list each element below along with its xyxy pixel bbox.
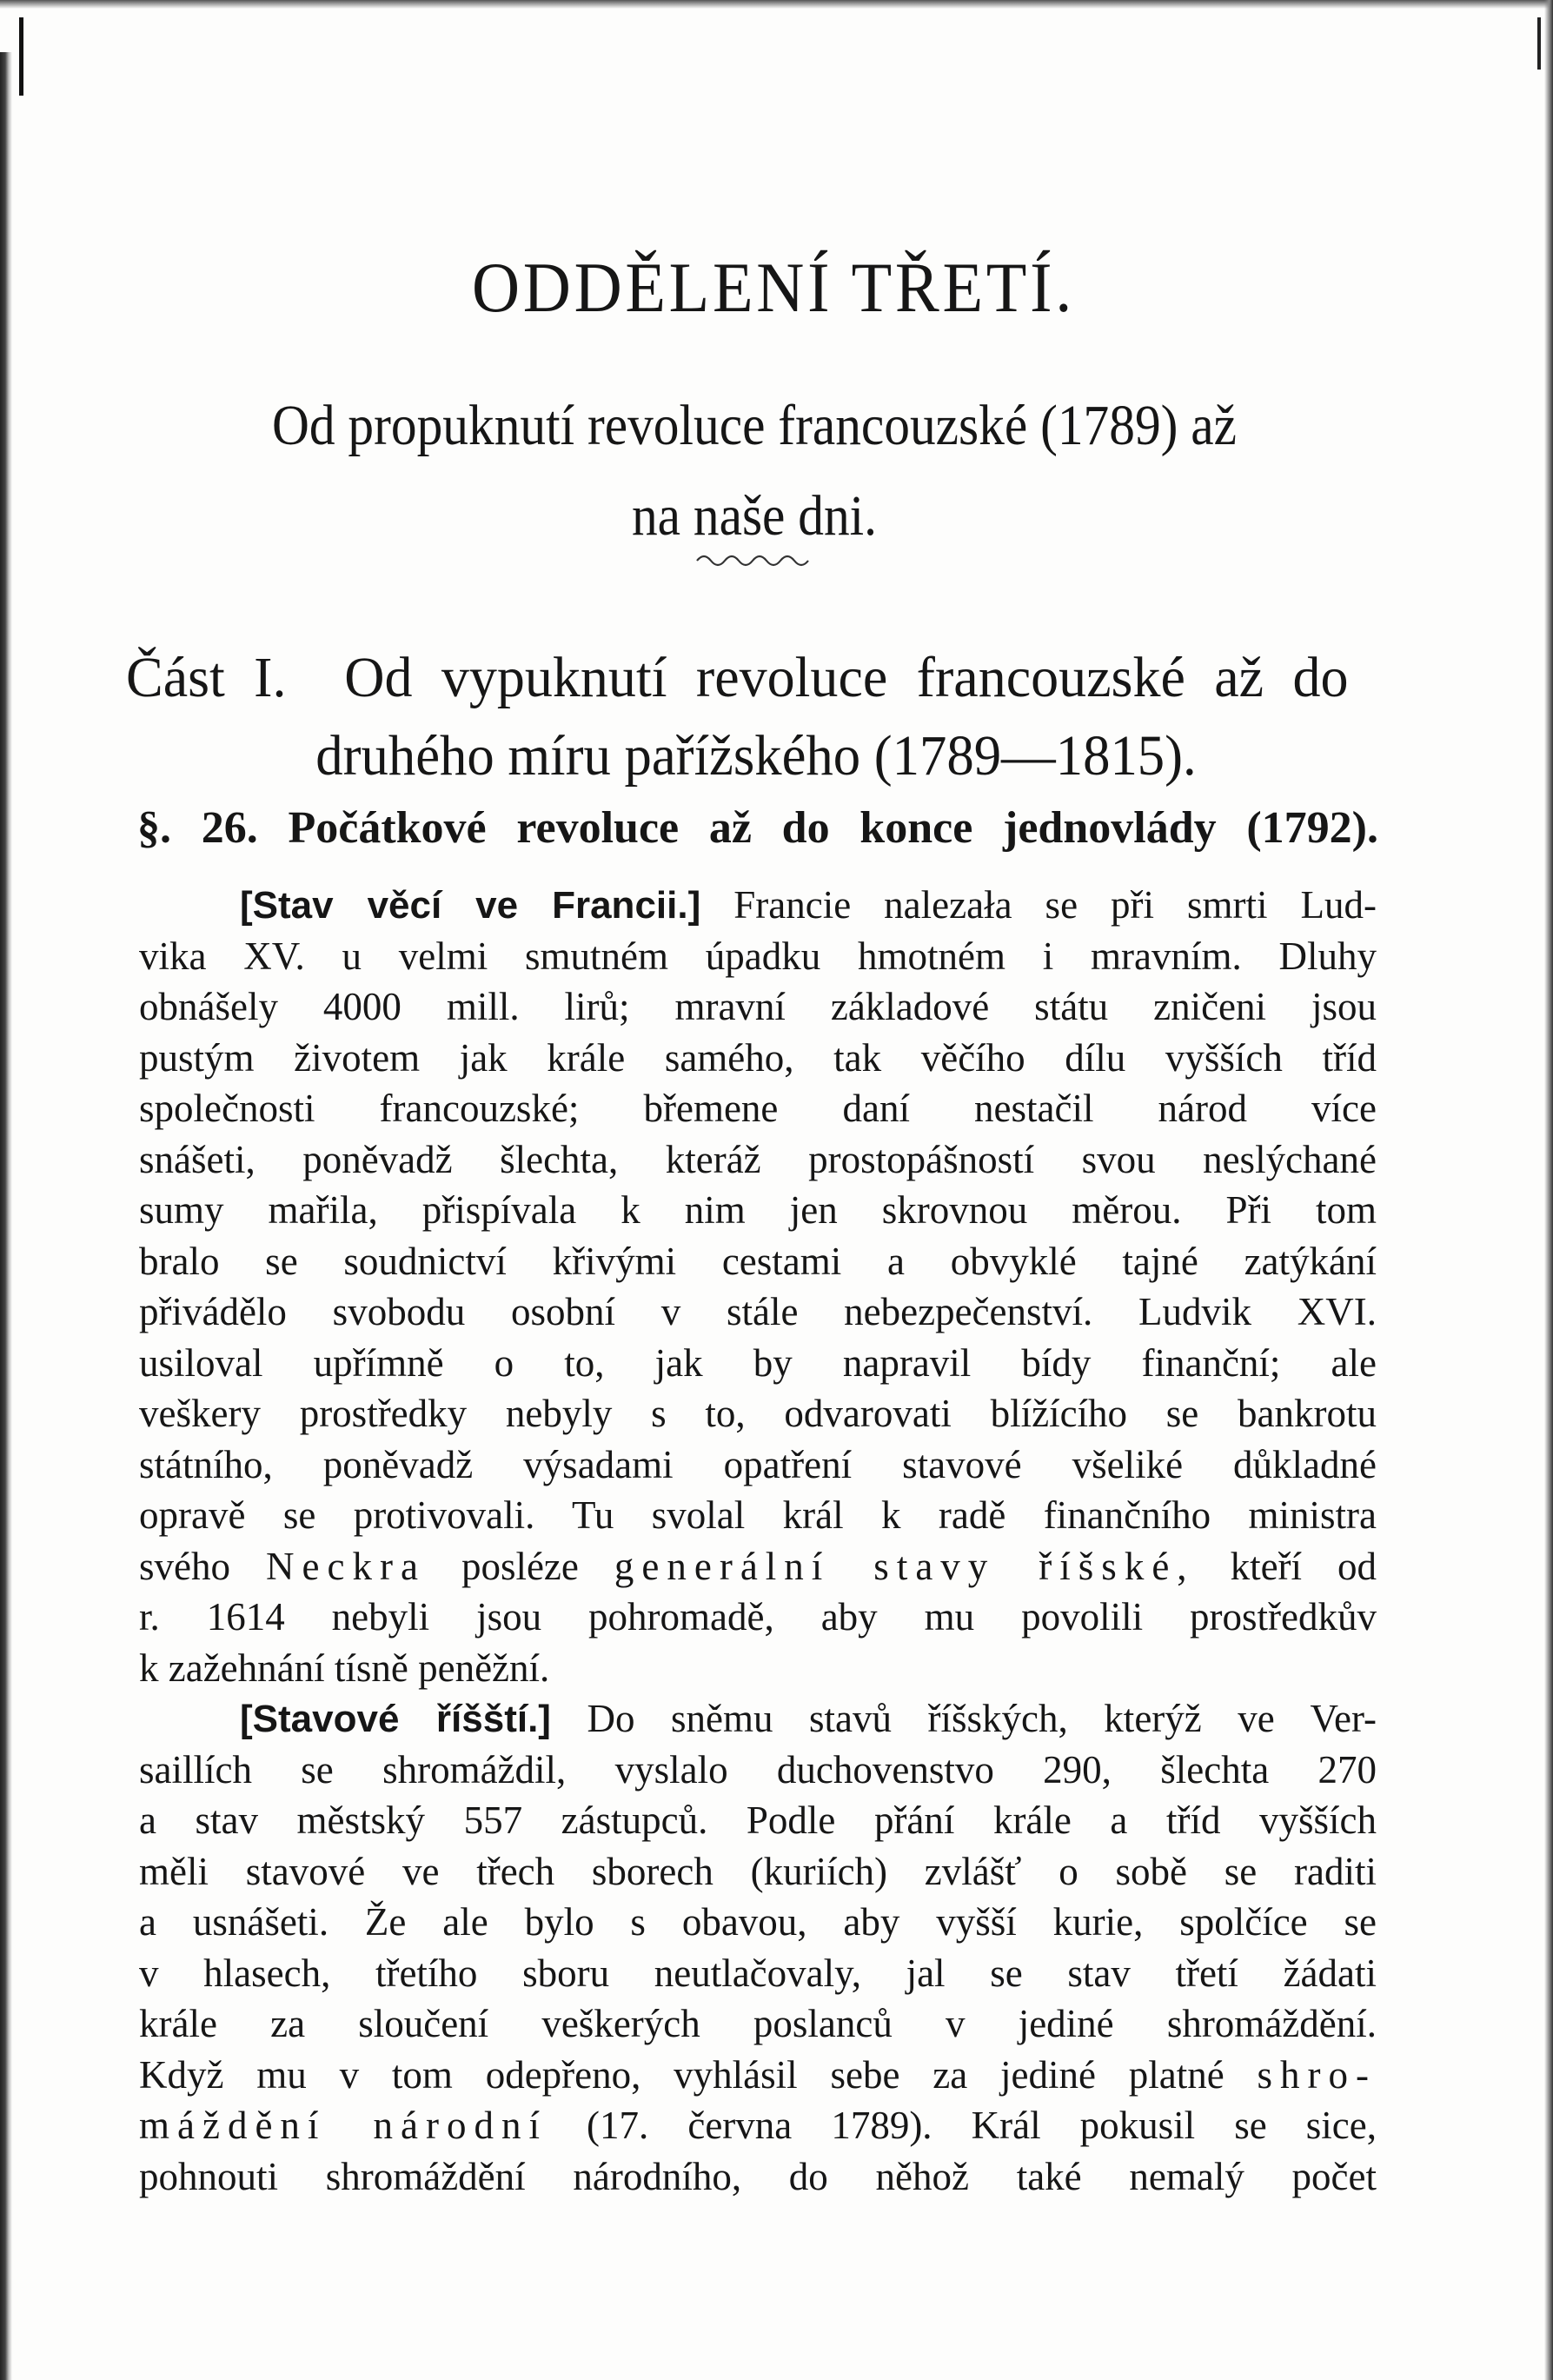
body-text bbox=[139, 880, 1377, 2202]
part-subtitle bbox=[191, 381, 1317, 562]
chapter-label: Část I. bbox=[126, 646, 287, 709]
text-line: saillích se shromáždil, vyslalo duchovenstvo 290, šlechta 270 bbox=[139, 1747, 1377, 1792]
text-span: Do sněmu stavů říšských, kterýž ve Ver- bbox=[587, 1697, 1377, 1740]
part-heading: ODDĚLENÍ TŘETÍ. bbox=[471, 248, 1075, 327]
paragraph-first-line bbox=[139, 880, 1377, 931]
text-line: pustým životem jak krále samého, tak věčího dílu vyšších tříd bbox=[139, 1035, 1377, 1080]
text-line: bralo se soudnictví křivými cestami a obvyklé tajné zatýkání bbox=[139, 1239, 1377, 1283]
marginal-rubric: [Stav věcí ve Francii.] bbox=[240, 884, 701, 927]
text-line: sumy mařila, přispívala k nim jen skrovnou měrou. Při tom bbox=[139, 1188, 1377, 1232]
page-edge-left bbox=[0, 52, 12, 2380]
page-edge-right bbox=[1544, 0, 1553, 2380]
text-line: společnosti francouzské; břemene daní nestačil národ více bbox=[139, 1087, 1377, 1130]
text-span: svého bbox=[139, 1544, 230, 1588]
section-number: §. 26. bbox=[137, 803, 258, 853]
wave-ornament-icon bbox=[695, 549, 813, 572]
marginal-rubric: [Stavové říšští.] bbox=[240, 1698, 551, 1740]
spaced-name: Neckra bbox=[266, 1544, 426, 1588]
page-edge-top bbox=[0, 0, 1553, 9]
text-line-spaced bbox=[139, 1541, 1377, 1592]
text-line: přivádělo svobodu osobní v stále nebezpečenství. Ludvik XVI. bbox=[139, 1290, 1377, 1333]
text-line: obnášely 4000 mill. lirů; mravní základové státu zničeni jsou bbox=[139, 985, 1377, 1028]
spaced-term: shro- bbox=[1257, 2052, 1377, 2097]
text-line: krále za sloučení veškerých poslanců v jediné shromáždění. bbox=[139, 2002, 1377, 2045]
text-span: posléze bbox=[461, 1544, 579, 1588]
text-line: vika XV. u velmi smutném úpadku hmotném i mravním. Dluhy bbox=[139, 934, 1377, 978]
text-line-spaced bbox=[139, 2100, 1377, 2151]
text-line: veškery prostředky nebyly s to, odvarovati blížícího se bankrotu bbox=[139, 1392, 1377, 1435]
text-line: pohnouti shromáždění národního, do něhož také nemalý počet bbox=[139, 2154, 1377, 2198]
text-line-spaced bbox=[139, 2050, 1377, 2101]
section-title: Počátkové revoluce až do konce jednovlády (1792). bbox=[288, 803, 1378, 853]
paragraph-first-line bbox=[139, 1693, 1377, 1745]
text-line: snášeti, poněvadž šlechta, kteráž prostopášností svou neslýchané bbox=[139, 1137, 1377, 1181]
text-line: r. 1614 nebyli jsou pohromadě, aby mu povolili prostředkův bbox=[139, 1595, 1377, 1639]
scan-mark bbox=[19, 17, 23, 96]
text-line: opravě se protivovali. Tu svolal král k radě finančního ministra bbox=[139, 1493, 1377, 1537]
text-span: kteří od bbox=[1230, 1544, 1377, 1588]
text-line: státního, poněvadž výsadami opatření stavové všeliké důkladné bbox=[139, 1442, 1377, 1486]
chapter-heading bbox=[126, 639, 1386, 795]
text-line: k zažehnání tísně peněžní. bbox=[139, 1645, 550, 1690]
text-line: a stav městský 557 zástupců. Podle přání krále a tříd vyšších bbox=[139, 1798, 1377, 1842]
chapter-title-line2: druhého míru pařížského (1789—1815). bbox=[315, 724, 1197, 788]
spaced-term: generální stavy říšské, bbox=[614, 1544, 1195, 1588]
part-subtitle-line: Od propuknutí revoluce francouzské (1789) až bbox=[271, 394, 1238, 457]
text-line: a usnášeti. Že ale bylo s obavou, aby vyšší kurie, spolčíce se bbox=[139, 1900, 1377, 1944]
text-span: Když mu v tom odepřeno, vyhlásil sebe za jediné platné bbox=[139, 2052, 1224, 2097]
section-heading bbox=[137, 803, 1378, 853]
spaced-term: máždění národní bbox=[139, 2104, 548, 2147]
chapter-title-line1: Od vypuknutí revoluce francouzské až do bbox=[344, 646, 1349, 709]
text-line: usiloval upřímně o to, jak by napravil bídy finanční; ale bbox=[139, 1340, 1377, 1385]
text-span: (17. června 1789). Král pokusil se sice, bbox=[587, 2104, 1377, 2147]
part-subtitle-line: na naše dni. bbox=[631, 484, 878, 548]
text-line: v hlasech, třetího sboru neutlačovaly, jal se stav třetí žádati bbox=[139, 1951, 1377, 1995]
text-span: Francie nalezała se při smrti Lud- bbox=[733, 883, 1377, 927]
scan-mark-right bbox=[1537, 17, 1541, 70]
chapter-heading-line1 bbox=[126, 639, 1349, 717]
text-line: měli stavové ve třech sborech (kuriích) zvlášť o sobě se raditi bbox=[139, 1849, 1377, 1893]
